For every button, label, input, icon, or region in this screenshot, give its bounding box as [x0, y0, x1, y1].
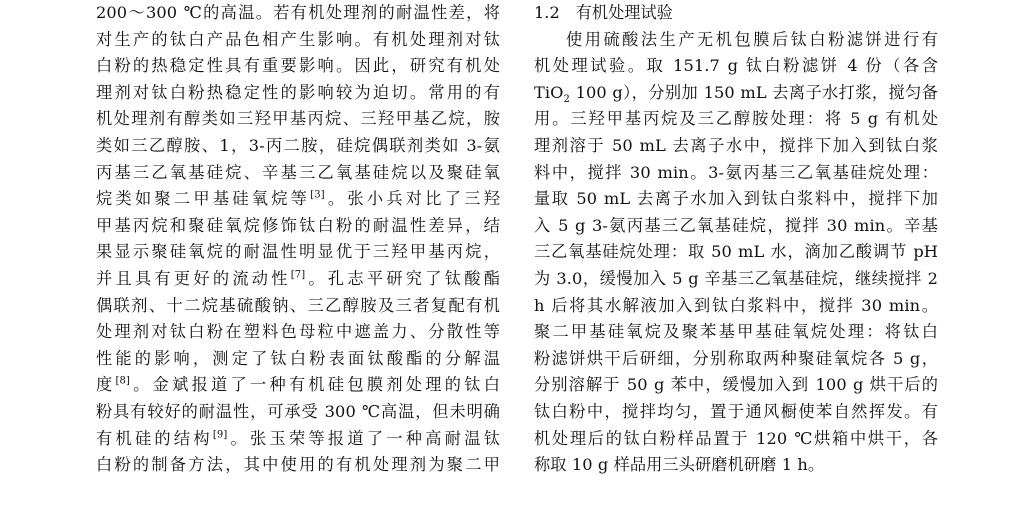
left-line-15: [96, 372, 500, 399]
left-text-column: [96, 0, 500, 479]
citation-ref: [8]: [115, 375, 130, 387]
left-line-4: 理剂对钛白粉热稳定性的影响较为迫切。常用的有: [96, 82, 500, 102]
left-line-3: 白粉的热稳定性具有重要影响。因此，研究有机处: [96, 56, 500, 76]
right-line-12: 聚二甲基硅氧烷及聚苯基甲基硅氧烷处理：将钛白: [534, 322, 938, 342]
section-number: 1.2: [534, 3, 560, 22]
right-text-column: [534, 0, 938, 479]
right-line-1: 使用硫酸法生产无机包膜后钛白粉滤饼进行有: [566, 29, 938, 49]
right-line-3: [534, 80, 938, 107]
right-line-2: 机处理试验。取 151.7 g 钛白粉滤饼 4 份（各含: [534, 56, 938, 76]
section-heading: [534, 0, 938, 27]
citation-ref: [3]: [310, 189, 325, 201]
section-title: 有机处理试验: [575, 3, 673, 22]
left-line-8-text: 烷类如聚二甲基硅氧烷等[3]。张小兵对比了三羟: [96, 189, 500, 209]
left-line-17-text: 有机硅的结构[9]。张玉荣等报道了一种高耐温钛: [96, 428, 500, 448]
left-line-16: 粉具有较好的耐温性，可承受 300 ℃高温，但未明确: [96, 401, 500, 421]
left-line-13: 处理剂对钛白粉在塑料色母粒中遮盖力、分散性等: [96, 322, 500, 342]
right-line-3-text: TiO$_2$ 100 g），分别加 150 mL 去离子水打浆，搅匀备: [534, 82, 938, 106]
left-line-6: 类如三乙醇胺、1，3-丙二胺，硅烷偶联剂类如 3-氨: [96, 135, 500, 155]
left-line-10: 果显示聚硅氧烷的耐温性明显优于三羟甲基丙烷，: [96, 242, 500, 262]
right-line-15: 钛白粉中，搅拌均匀，置于通风橱使苯自然挥发。有: [534, 401, 938, 421]
right-line-4: 用。三羟甲基丙烷及三乙醇胺处理：将 5 g 有机处: [534, 109, 938, 129]
left-line-17: [96, 426, 500, 453]
citation-ref: [7]: [290, 269, 306, 281]
right-line-17: 称取 10 g 样品用三头研磨机研磨 1 h。: [534, 455, 825, 475]
left-line-2: 对生产的钛白产品色相产生影响。有机处理剂对钛: [96, 29, 500, 49]
left-line-11: [96, 266, 500, 293]
right-line-13: 粉滤饼烘干后研细，分别称取两种聚硅氧烷各 5 g，: [534, 348, 938, 368]
right-line-9: 三乙氧基硅烷处理：取 50 mL 水，滴加乙酸调节 pH: [534, 242, 938, 262]
left-line-18: 白粉的制备方法，其中使用的有机处理剂为聚二甲: [96, 455, 500, 475]
right-line-8: 入 5 g 3-氨丙基三乙氧基硅烷，搅拌 30 min。辛基: [534, 215, 938, 235]
left-line-12: 偶联剂、十二烷基硫酸钠、三乙醇胺及三者复配有机: [96, 295, 500, 315]
left-line-15-text: 度[8]。金斌报道了一种有机硅包膜剂处理的钛白: [96, 375, 500, 395]
right-line-6: 料中，搅拌 30 min。3-氨丙基三乙氧基硅烷处理：: [534, 162, 938, 182]
left-line-11-text: 并且具有更好的流动性[7]。孔志平研究了钛酸酯: [96, 268, 500, 288]
right-line-10: 为 3.0，缓慢加入 5 g 辛基三乙氧基硅烷，继续搅拌 2: [534, 268, 938, 288]
left-line-5: 机处理剂有醇类如三羟甲基丙烷、三羟甲基乙烷，胺: [96, 109, 500, 129]
left-line-1: 200～300 ℃的高温。若有机处理剂的耐温性差，将: [96, 3, 500, 22]
chem-subscript: 2: [563, 94, 571, 106]
right-line-11: h 后将其水解液加入到钛白浆料中，搅拌 30 min。: [534, 295, 938, 315]
left-line-8: [96, 186, 500, 213]
right-line-14: 分别溶解于 50 g 苯中，缓慢加入到 100 g 烘干后的: [534, 375, 938, 395]
right-line-5: 理剂溶于 50 mL 去离子水中，搅拌下加入到钛白浆: [534, 135, 938, 155]
citation-ref: [9]: [212, 429, 228, 441]
left-line-14: 性能的影响，测定了钛白粉表面钛酸酯的分解温: [96, 348, 500, 368]
left-line-7: 丙基三乙氧基硅烷、辛基三乙氧基硅烷以及聚硅氧: [96, 162, 500, 182]
right-line-7: 量取 50 mL 去离子水加入到钛白浆料中，搅拌下加: [534, 189, 938, 209]
right-line-16: 机处理后的钛白粉样品置于 120 ℃烘箱中烘干，各: [534, 428, 938, 448]
left-line-9: 甲基丙烷和聚硅氧烷修饰钛白粉的耐温性差异，结: [96, 215, 500, 235]
